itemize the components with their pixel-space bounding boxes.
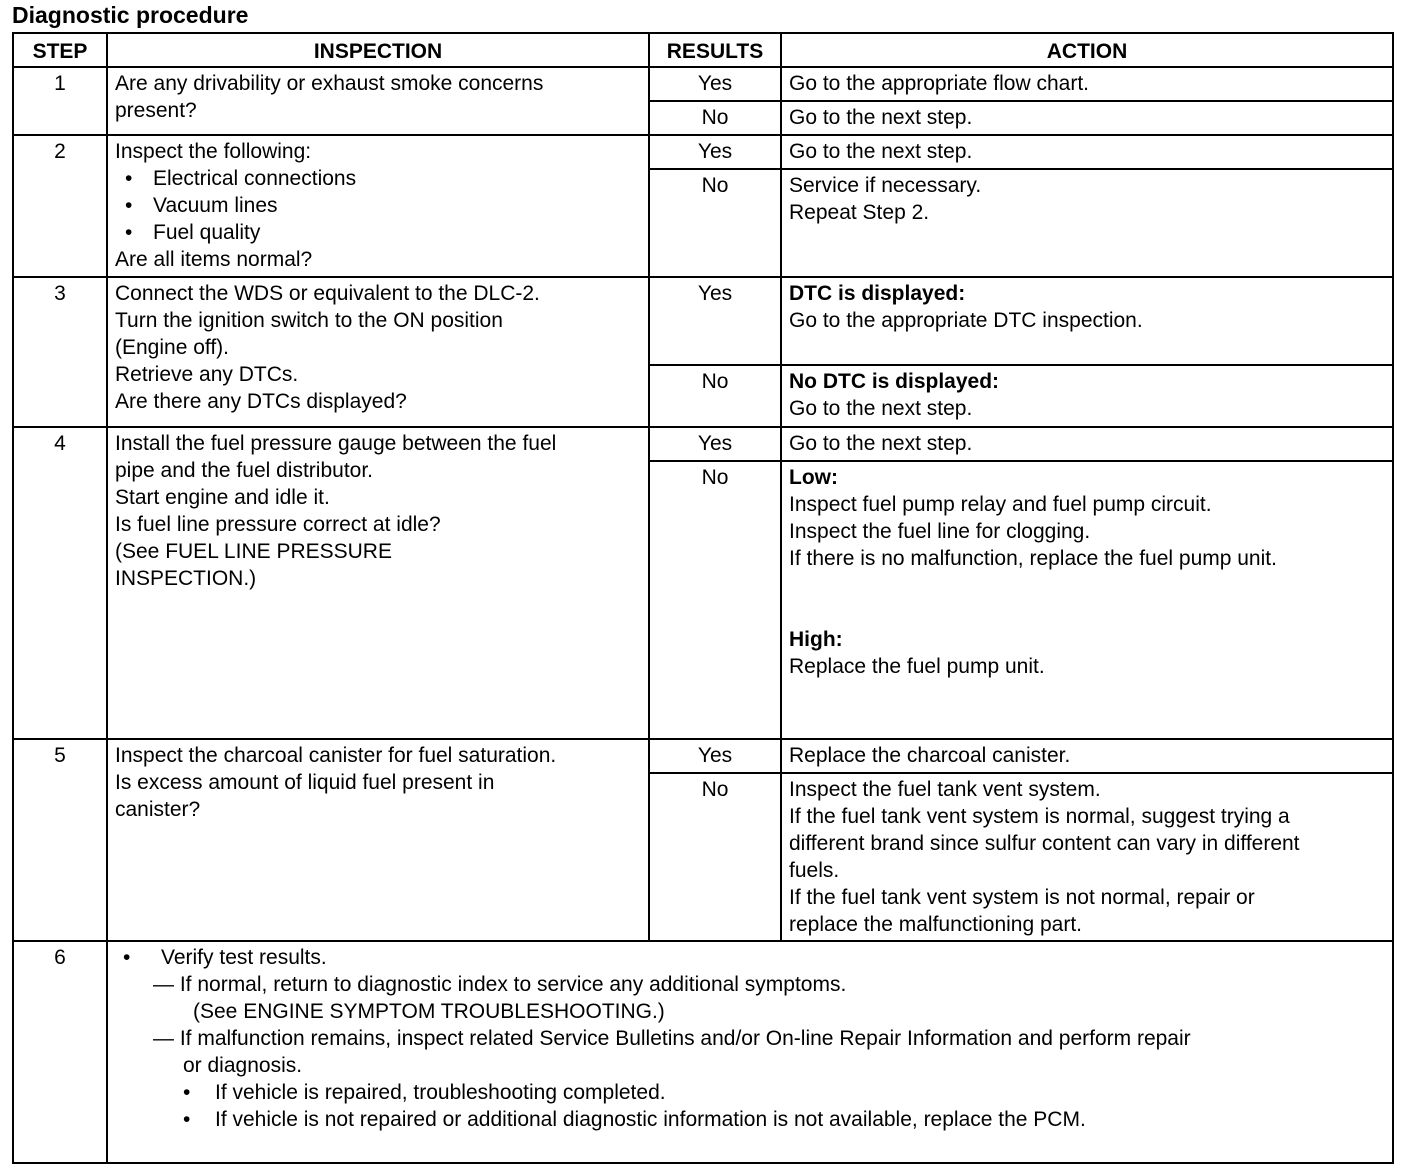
inspection-text: Is fuel line pressure correct at idle?: [115, 513, 441, 536]
action-cell: [781, 135, 1393, 169]
step-number: 2: [13, 135, 107, 277]
action-text: If the fuel tank vent system is normal, suggest trying a: [789, 805, 1290, 828]
header-inspection: INSPECTION: [107, 33, 649, 67]
result-yes: Yes: [649, 427, 781, 461]
action-cell: [781, 773, 1393, 941]
table-row: [13, 739, 1393, 773]
bullet-icon: •: [183, 1108, 191, 1131]
bullet-item: • Verify test results.: [123, 946, 327, 969]
action-cell: [781, 67, 1393, 101]
bullet-icon: •: [183, 1081, 191, 1104]
verify-cell: [107, 941, 1393, 1163]
inspection-text: Are there any DTCs displayed?: [115, 390, 407, 413]
result-no: No: [649, 461, 781, 739]
result-no: No: [649, 169, 781, 277]
result-no: No: [649, 365, 781, 427]
result-yes: Yes: [649, 739, 781, 773]
sub-bullet-item: • If vehicle is not repaired or additional diagnostic information is not available, replace the PCM.: [183, 1108, 1086, 1131]
inspection-cell: [107, 277, 649, 427]
bullet-item: • Fuel quality: [125, 221, 261, 244]
inspection-text: Start engine and idle it.: [115, 486, 330, 509]
bullet-icon: •: [125, 221, 133, 244]
inspection-text: Inspect the following:: [115, 140, 312, 163]
inspection-text: Turn the ignition switch to the ON position: [115, 309, 503, 332]
bullet-icon: •: [125, 194, 133, 217]
action-cell: [781, 739, 1393, 773]
action-text: Go to the next step.: [789, 432, 973, 455]
bullet-item: • Vacuum lines: [125, 194, 278, 217]
inspection-text: (Engine off).: [115, 336, 230, 359]
bullet-icon: •: [125, 167, 133, 190]
step-number: 6: [13, 941, 107, 1163]
inspection-text: Are any drivability or exhaust smoke concerns: [115, 72, 544, 95]
action-cell: [781, 169, 1393, 277]
diagnostic-table: [12, 32, 1394, 1164]
inspection-cell: [107, 67, 649, 135]
inspection-text: (See FUEL LINE PRESSURE: [115, 540, 392, 563]
inspection-cell: [107, 739, 649, 941]
inspection-text: Install the fuel pressure gauge between the fuel: [115, 432, 557, 455]
action-cell: [781, 461, 1393, 739]
header-step: STEP: [13, 33, 107, 67]
action-text: fuels.: [789, 859, 840, 882]
action-text: If there is no malfunction, replace the fuel pump unit.: [789, 547, 1277, 570]
sub-bullet-item: • If vehicle is repaired, troubleshooting completed.: [183, 1081, 666, 1104]
step-number: 1: [13, 67, 107, 135]
action-cell: [781, 101, 1393, 135]
inspection-text: INSPECTION.): [115, 567, 257, 590]
action-text: different brand since sulfur content can vary in different: [789, 832, 1300, 855]
table-row: [13, 941, 1393, 1163]
action-heading: No DTC is displayed:: [789, 370, 1000, 393]
inspection-text: Retrieve any DTCs.: [115, 363, 299, 386]
action-text: Go to the next step.: [789, 397, 973, 420]
action-text: Replace the fuel pump unit.: [789, 655, 1045, 678]
action-heading: High:: [789, 628, 843, 651]
action-text: Service if necessary.: [789, 174, 982, 197]
table-row: [13, 67, 1393, 101]
action-text: Go to the appropriate flow chart.: [789, 72, 1089, 95]
header-results: RESULTS: [649, 33, 781, 67]
table-row: [13, 277, 1393, 365]
action-text: Inspect fuel pump relay and fuel pump circuit.: [789, 493, 1212, 516]
inspection-text: Inspect the charcoal canister for fuel saturation.: [115, 744, 557, 767]
dash-item: — If normal, return to diagnostic index to service any additional symptoms.: [153, 973, 847, 996]
action-text: Repeat Step 2.: [789, 201, 930, 224]
action-text: Go to the appropriate DTC inspection.: [789, 309, 1143, 332]
inspection-text: pipe and the fuel distributor.: [115, 459, 374, 482]
dash-item: — If malfunction remains, inspect related Service Bulletins and/or On-line Repair Information and perform repair: [153, 1027, 1191, 1050]
action-cell: [781, 365, 1393, 427]
action-text: Inspect the fuel tank vent system.: [789, 778, 1101, 801]
action-heading: Low:: [789, 466, 838, 489]
dash-item-continued: or diagnosis.: [183, 1054, 303, 1077]
inspection-text: Is excess amount of liquid fuel present in: [115, 771, 495, 794]
action-text: Inspect the fuel line for clogging.: [789, 520, 1091, 543]
inspection-text: present?: [115, 99, 197, 122]
inspection-text: Are all items normal?: [115, 248, 313, 271]
action-heading: DTC is displayed:: [789, 282, 966, 305]
step-number: 5: [13, 739, 107, 941]
action-text: If the fuel tank vent system is not normal, repair or: [789, 886, 1255, 909]
step-number: 4: [13, 427, 107, 739]
action-text: Go to the next step.: [789, 106, 973, 129]
action-text: replace the malfunctioning part.: [789, 913, 1083, 936]
inspection-text: Connect the WDS or equivalent to the DLC-2.: [115, 282, 540, 305]
bullet-item: • Electrical connections: [125, 167, 357, 190]
dash-item-continued: (See ENGINE SYMPTOM TROUBLESHOOTING.): [193, 1000, 665, 1023]
result-yes: Yes: [649, 277, 781, 365]
bullet-icon: •: [123, 946, 131, 969]
header-row: [13, 33, 1393, 67]
result-yes: Yes: [649, 135, 781, 169]
inspection-cell: [107, 135, 649, 277]
result-yes: Yes: [649, 67, 781, 101]
step-number: 3: [13, 277, 107, 427]
result-no: No: [649, 101, 781, 135]
action-cell: [781, 277, 1393, 365]
inspection-text: canister?: [115, 798, 201, 821]
action-cell: [781, 427, 1393, 461]
action-text: Replace the charcoal canister.: [789, 744, 1071, 767]
result-no: No: [649, 773, 781, 941]
page-title: Diagnostic procedure: [12, 2, 249, 28]
inspection-cell: [107, 427, 649, 739]
action-text: Go to the next step.: [789, 140, 973, 163]
header-action: ACTION: [781, 33, 1393, 67]
spacer: [789, 572, 1385, 626]
table-row: [13, 135, 1393, 169]
table-row: [13, 427, 1393, 461]
